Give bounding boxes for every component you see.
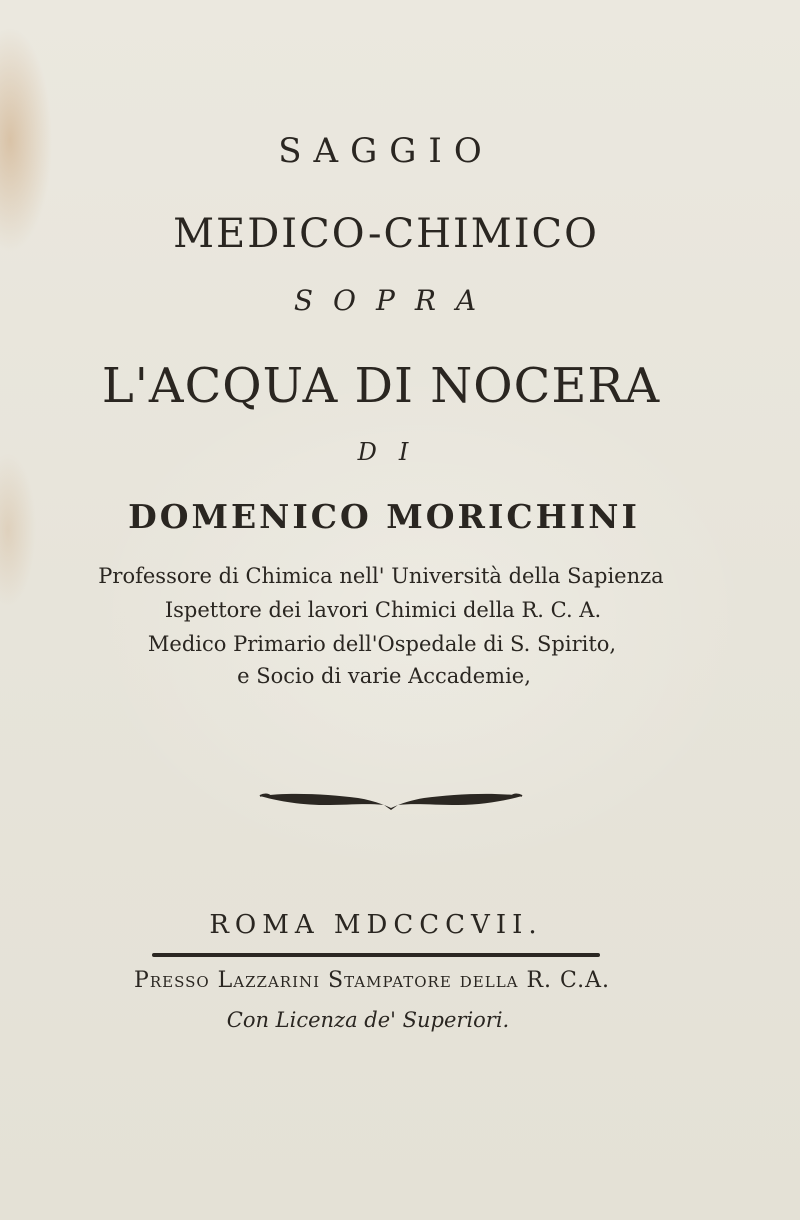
author-credential-3: Medico Primario dell'Ospedale di S. Spirito, [147, 632, 617, 656]
title-line-di: DI [357, 438, 431, 466]
title-line-sopra: SOPRA [293, 284, 497, 317]
ornament-icon [258, 788, 524, 814]
author-credential-4: e Socio di varie Accademie, [237, 664, 531, 688]
author-credential-2: Ispettore dei lavori Chimici della R. C. A. [164, 598, 602, 622]
printer-line: Presso Lazzarini Stampatore della R. C.A. [134, 968, 610, 993]
license-line: Con Licenza de' Superiori. [226, 1008, 510, 1032]
title-line-acqua-di-nocera: L'ACQUA DI NOCERA [101, 358, 661, 414]
title-line-medico-chimico: MEDICO-CHIMICO [173, 211, 599, 257]
title-line-saggio: SAGGIO [278, 131, 494, 171]
imprint-rule [152, 953, 600, 957]
author-credential-1: Professore di Chimica nell' Università della Sapienza [98, 564, 664, 588]
author-name: DOMENICO MORICHINI [128, 497, 640, 536]
imprint-place-year: ROMA MDCCCVII. [209, 910, 543, 940]
